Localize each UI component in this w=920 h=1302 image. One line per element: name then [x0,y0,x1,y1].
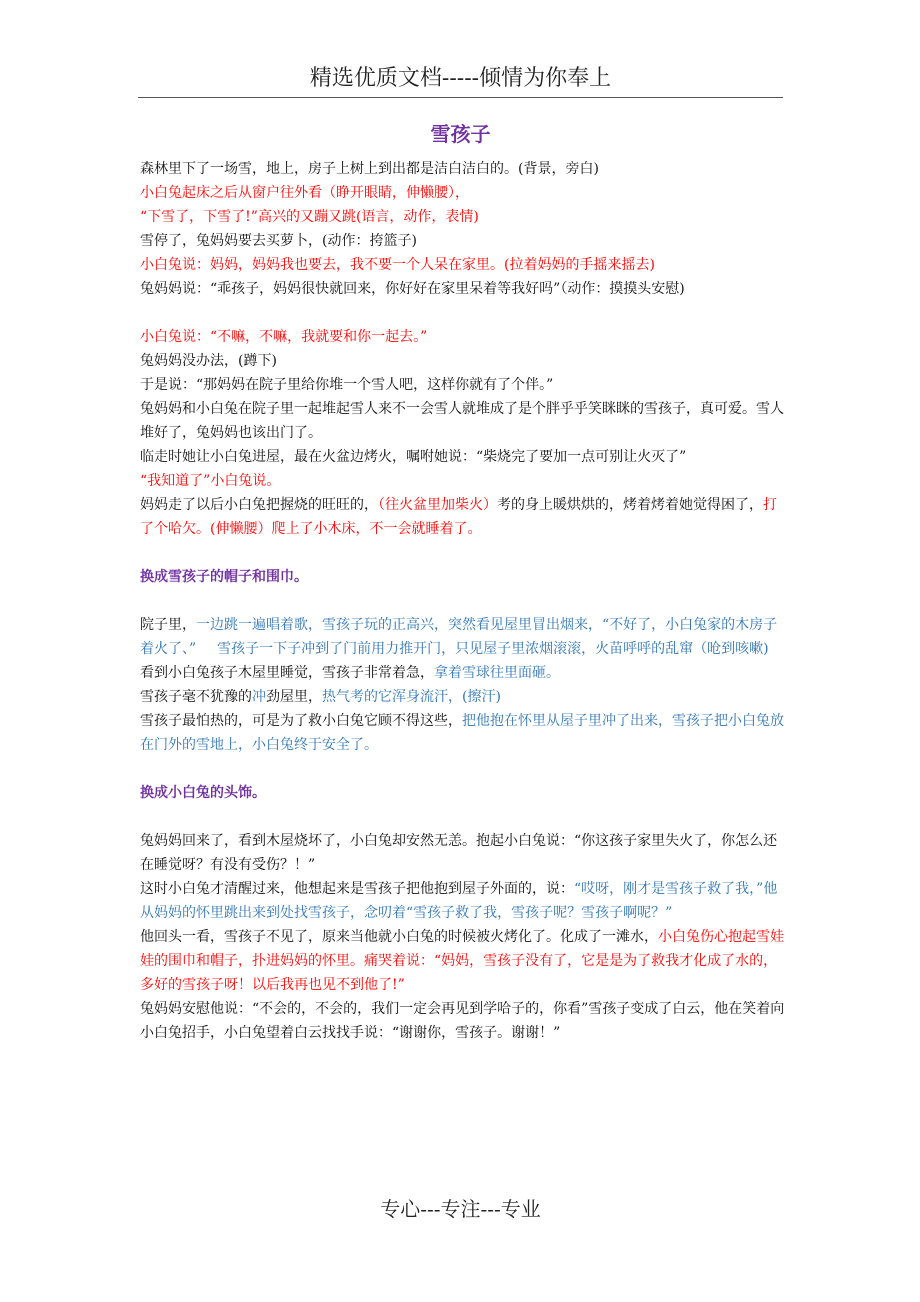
text-segment-blue: 雪孩子一下子冲到了门前用力推开门，只见屋子里浓烟滚滚，火苗呼呼的乱窜（呛到咳嗽) [217,641,769,657]
text-segment-blue: 把他抱在怀里从屋子里冲了出来，雪孩子把小白兔放在门外的雪地上，小白兔终于安全了。 [140,713,784,753]
paragraph-scene1-9: 于是说：“那妈妈在院子里给你堆一个雪人吧，这样你就有了个伴。” [140,377,554,393]
text-segment: 妈妈走了以后小白兔把握烧的旺旺的， [140,497,378,513]
paragraph-scene2-4 [140,709,785,757]
paragraph-scene3-1: 兔妈妈回来了，看到木屋烧坏了，小白兔却安然无恙。抱起小白兔说：“你这孩子家里失火了，你怎么还在睡觉呀？有没有受伤？！” [140,833,778,873]
section-heading-1: 换成雪孩子的帽子和围巾。 [140,569,308,585]
paragraph-scene1-2: 小白兔起床之后从窗户往外看（睁开眼睛，伸懒腰）， [140,185,469,201]
paragraph-scene2-2 [140,661,785,685]
spacer [140,541,785,565]
spacer [140,757,785,781]
paragraph-scene1-13 [140,493,785,541]
page-header: 精选优质文档-----倾情为你奉上 [309,66,612,91]
paragraph-scene1-11: 临走时她让小白兔进屋，最在火盆边烤火，嘱咐她说：“柴烧完了要加一点可别让火灭了” [140,449,687,465]
paragraph-scene1-4: 雪停了，兔妈妈要去买萝卜，(动作：挎篮子) [140,233,417,249]
paragraph-scene1-6: 兔妈妈说：“乖孩子，妈妈很快就回来，你好好在家里呆着等我好吗”（动作：摸摸头安慰) [140,281,685,297]
paragraph-scene3-4: 兔妈妈安慰他说：“不会的，不会的，我们一定会再见到学哈子的，你看”雪孩子变成了白云，他在笑着向小白兔招手，小白兔望着白云找找手说：“谢谢你，雪孩子。谢谢！” [140,1001,785,1041]
text-segment: 他回头一看，雪孩子不见了，原来当他就小白兔的时候被火烤化了。化成了一滩水， [140,929,658,945]
text-segment: 雪孩子毫不犹豫的 [140,689,252,705]
text-segment-blue: 热气考的它浑身流汗，(擦汗) [322,689,501,705]
page-footer: 专心---专注---专业 [380,1197,541,1221]
paragraph-scene2-3 [140,685,785,709]
text-segment-red: （往火盆里加柴火） [378,497,497,513]
paragraph-scene1-5: 小白兔说：妈妈，妈妈我也要去，我不要一个人呆在家里。(拉着妈妈的手摇来摇去) [140,257,655,273]
paragraph-scene3-3 [140,925,785,997]
text-segment-blue [196,641,217,657]
text-segment-blue: 一边跳一遍唱着歌，雪孩子玩的正高兴，突然看见屋里冒出烟来，“不好了，小白兔家的木房子着火了、” [140,617,778,657]
header-rule [138,97,783,98]
text-segment-red: 小白兔伤心抱起雪娃娃的围巾和帽子，扑进妈妈的怀里。痛哭着说：“妈妈，雪孩子没有了，它是是为了救我才化成了水的，多好的雪孩子呀！以后我再也见不到他了!” [140,929,784,993]
spacer [140,589,785,613]
text-segment: 看到小白兔孩子木屋里睡觉，雪孩子非常着急， [140,665,434,681]
paragraph-scene1-10: 兔妈妈和小白兔在院子里一起堆起雪人来不一会雪人就堆成了是个胖乎乎笑眯眯的雪孩子，真可爱。雪人堆好了，兔妈妈也该出门了。 [140,401,784,441]
section-heading-2: 换成小白兔的头饰。 [140,785,266,801]
paragraph-scene1-12: “我知道了”小白兔说。 [140,473,281,489]
text-segment-blue: “哎呀，刚才是雪孩子救了我，”他从妈妈的怀里跳出来到处找雪孩子，念叨着“雪孩子救了我，雪孩子呢？雪孩子啊呢？” [140,881,778,921]
paragraph-scene3-2 [140,877,785,925]
text-segment: 雪孩子最怕热的，可是为了救小白兔它顾不得这些， [140,713,462,729]
paragraph-scene1-3: “下雪了，下雪了!”高兴的又蹦又跳(语言，动作，表情) [140,209,479,225]
spacer [140,805,785,829]
document-body [140,157,785,1045]
text-segment: 院子里， [140,617,196,633]
text-segment: 考的身上暖烘烘的，烤着烤着她觉得困了， [497,497,763,513]
paragraph-scene1-7: 小白兔说：“不嘛，不嘛，我就要和你一起去。” [140,329,428,345]
text-segment-blue: 拿着雪球往里面砸。 [434,665,560,681]
text-segment-blue: 冲 [252,689,266,705]
text-segment-red: 打了个哈欠。(伸懒腰）爬上了小木床，不一会就睡着了。 [140,497,777,537]
paragraph-scene2-1 [140,613,785,661]
paragraph-scene1-8: 兔妈妈没办法，(蹲下) [140,353,277,369]
text-segment: 这时小白兔才清醒过来，他想起来是雪孩子把他抱到屋子外面的，说： [140,881,574,897]
paragraph-scene1-1: 森林里下了一场雪，地上，房子上树上到出都是洁白洁白的。(背景，旁白) [140,161,599,177]
spacer [140,301,785,325]
text-segment: 劲屋里， [266,689,322,705]
document-title: 雪孩子 [430,122,491,146]
